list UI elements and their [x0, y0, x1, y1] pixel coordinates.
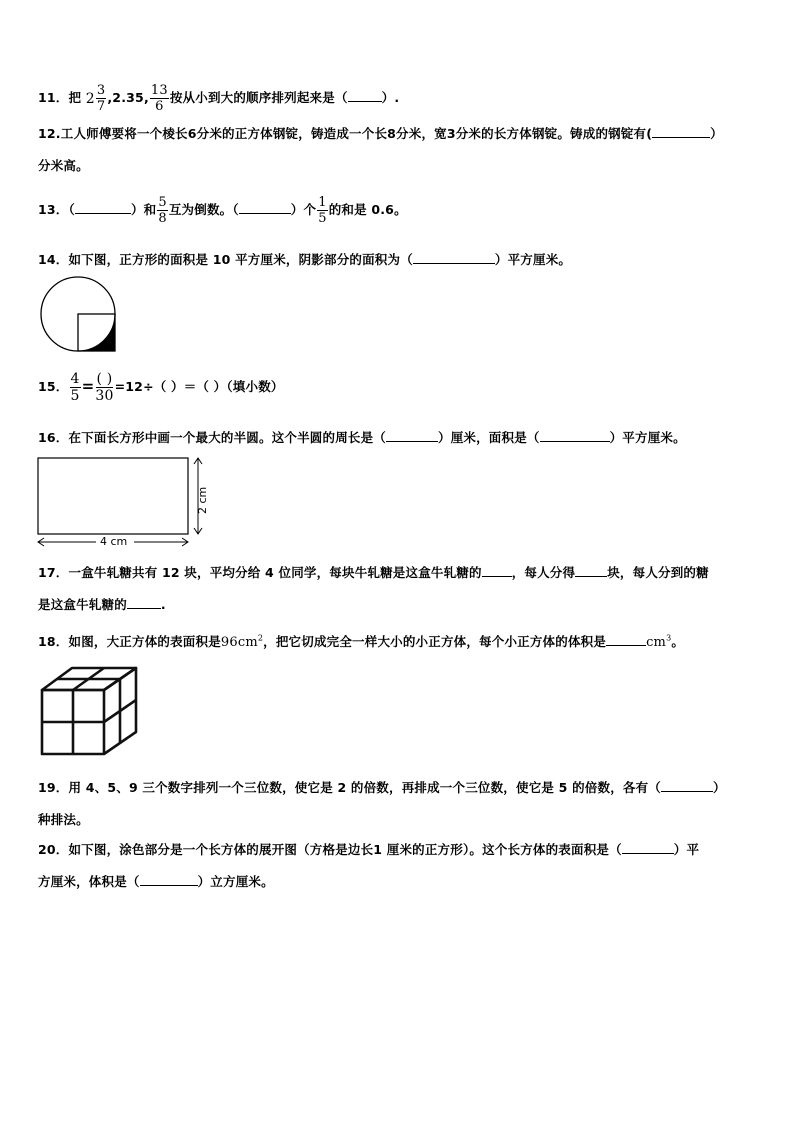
- q15-frac1-denominator: 5: [70, 388, 80, 404]
- q19-line1: 19．用 4、5、9 三个数字排列一个三位数，使它是 2 的倍数，再排成一个三位数，使它是 5 的倍数，各有（: [38, 780, 661, 795]
- q13-answer-blank-2[interactable]: [239, 201, 291, 214]
- q15-eq1: =: [81, 377, 95, 395]
- question-17-line2: [38, 595, 166, 613]
- q16-height-label: 2 cm: [196, 486, 209, 514]
- q18-vol-unit: cm: [646, 635, 667, 650]
- q18-answer-blank[interactable]: [606, 633, 646, 646]
- q17-line2a: 是这盒牛轧糖的: [38, 597, 127, 612]
- q18-volume-unit: [646, 635, 671, 650]
- question-14: [38, 250, 571, 268]
- q15-fraction-1: [70, 372, 81, 403]
- q14-prefix: 14．如下图，正方形的面积是 10 平方厘米，阴影部分的面积为（: [38, 252, 413, 267]
- q17-line1c: 块，每人分到的糖: [607, 565, 709, 580]
- q14-answer-blank[interactable]: [413, 251, 495, 264]
- q17-answer-blank-3[interactable]: [127, 596, 161, 609]
- question-15: [38, 372, 284, 403]
- q17-line1b: ，每人分得: [511, 565, 576, 580]
- q13-prefix: 13．（: [38, 202, 75, 217]
- q16-answer-blank-1[interactable]: [386, 429, 438, 442]
- q17-answer-blank-1[interactable]: [482, 564, 512, 577]
- q13-mid2: 互为倒数。（: [168, 202, 239, 217]
- q11-fraction: [150, 84, 169, 113]
- q18-area-exponent: 2: [257, 633, 264, 643]
- q15-frac2-denominator: 30: [95, 388, 114, 404]
- question-19-line2: [38, 810, 89, 828]
- q20-answer-blank-1[interactable]: [622, 841, 674, 854]
- q17-line2b: .: [160, 597, 166, 612]
- q11-answer-blank[interactable]: [348, 89, 382, 102]
- q16-suffix: ）平方厘米。: [609, 430, 686, 445]
- q11-fraction-denominator: 6: [155, 99, 164, 114]
- q17-answer-blank-2[interactable]: [575, 564, 607, 577]
- q19-line2: 种排法。: [38, 812, 89, 827]
- q19-line1-close: ）: [713, 780, 726, 795]
- question-19-line1: [38, 778, 726, 796]
- q16-answer-blank-2[interactable]: [540, 429, 610, 442]
- q12-line1: 12.工人师傅要将一个棱长6分米的正方体钢锭，铸造成一个长8分米，宽3分米的长方体钢锭。铸成的钢锭有(: [38, 126, 653, 141]
- q13-mid3: ）个: [290, 202, 317, 217]
- q11-fraction-numerator: 13: [150, 83, 168, 98]
- q15-rest: =12÷（ ）＝（ ）（填小数）: [114, 379, 284, 394]
- q18-cube-figure: [38, 664, 142, 760]
- q13-frac1-numerator: 5: [158, 195, 167, 210]
- q16-width-label: 4 cm: [100, 535, 128, 548]
- q13-frac2-denominator: 5: [318, 211, 327, 226]
- q13-frac1-denominator: 8: [158, 211, 167, 226]
- q14-circle-square-figure: [40, 276, 120, 356]
- question-13: [38, 196, 407, 225]
- q20-line2b: ）立方厘米。: [197, 874, 274, 889]
- q20-line1b: ）平: [673, 842, 700, 857]
- q13-suffix: 的和是 0.6。: [328, 202, 407, 217]
- q11-prefix: 11．把: [38, 90, 82, 105]
- q11-close: ）.: [381, 90, 400, 105]
- q12-line2: 分米高。: [38, 158, 89, 173]
- q13-frac2-numerator: 1: [318, 195, 327, 210]
- q13-fraction-2: [317, 196, 327, 225]
- question-12-line2: [38, 156, 89, 174]
- question-16: [38, 428, 686, 446]
- q18-mid: ，把它切成完全一样大小的小正方体，每个小正方体的体积是: [263, 634, 607, 649]
- q15-fraction-2: [95, 372, 113, 403]
- q16-mid: ）厘米，面积是（: [438, 430, 540, 445]
- question-20-line2: [38, 872, 274, 890]
- q13-answer-blank-1[interactable]: [75, 201, 131, 214]
- question-20-line1: [38, 840, 699, 858]
- question-11: [38, 84, 399, 113]
- q15-frac2-numerator[interactable]: ( ): [96, 371, 113, 387]
- q20-line1a: 20．如下图，涂色部分是一个长方体的展开图（方格是边长1 厘米的正方形）。这个长方体的表面积是（: [38, 842, 622, 857]
- q13-fraction-1: [157, 196, 167, 225]
- question-18: [38, 632, 684, 650]
- q16-prefix: 16．在下面长方形中画一个最大的半圆。这个半圆的周长是（: [38, 430, 386, 445]
- question-17-line1: [38, 563, 709, 581]
- q12-line1-close: ）: [710, 126, 723, 141]
- q17-line1a: 17．一盒牛轧糖共有 12 块，平均分给 4 位同学，每块牛轧糖是这盒牛轧糖的: [38, 565, 482, 580]
- q18-area-value: 96cm: [220, 635, 258, 650]
- q19-answer-blank[interactable]: [661, 779, 713, 792]
- q11-mixed-whole: 2: [85, 90, 95, 107]
- q14-suffix: ）平方厘米。: [494, 252, 572, 267]
- q11-mixed-denominator: 7: [96, 99, 106, 114]
- q11-separator: ,2.35,: [107, 90, 149, 105]
- q12-answer-blank[interactable]: [652, 125, 710, 138]
- question-12-line1: [38, 124, 723, 142]
- q16-rectangle: [38, 458, 188, 534]
- q15-frac1-numerator: 4: [70, 371, 80, 387]
- q18-suffix: 。: [671, 634, 685, 649]
- q11-mixed-number: [86, 84, 108, 113]
- q15-prefix: 15．: [38, 379, 69, 394]
- q13-mid1: ）和: [130, 202, 157, 217]
- q18-prefix: 18．如图，大正方体的表面积是: [38, 634, 221, 649]
- q18-area: [221, 635, 263, 650]
- q11-mixed-numerator: 3: [96, 83, 106, 98]
- q11-text: 按从小到大的顺序排列起来是（: [169, 90, 348, 105]
- q20-line2a: 方厘米，体积是（: [38, 874, 140, 889]
- q20-answer-blank-2[interactable]: [140, 873, 198, 886]
- q16-rectangle-figure: [36, 454, 216, 550]
- q18-vol-exponent: 3: [666, 633, 672, 643]
